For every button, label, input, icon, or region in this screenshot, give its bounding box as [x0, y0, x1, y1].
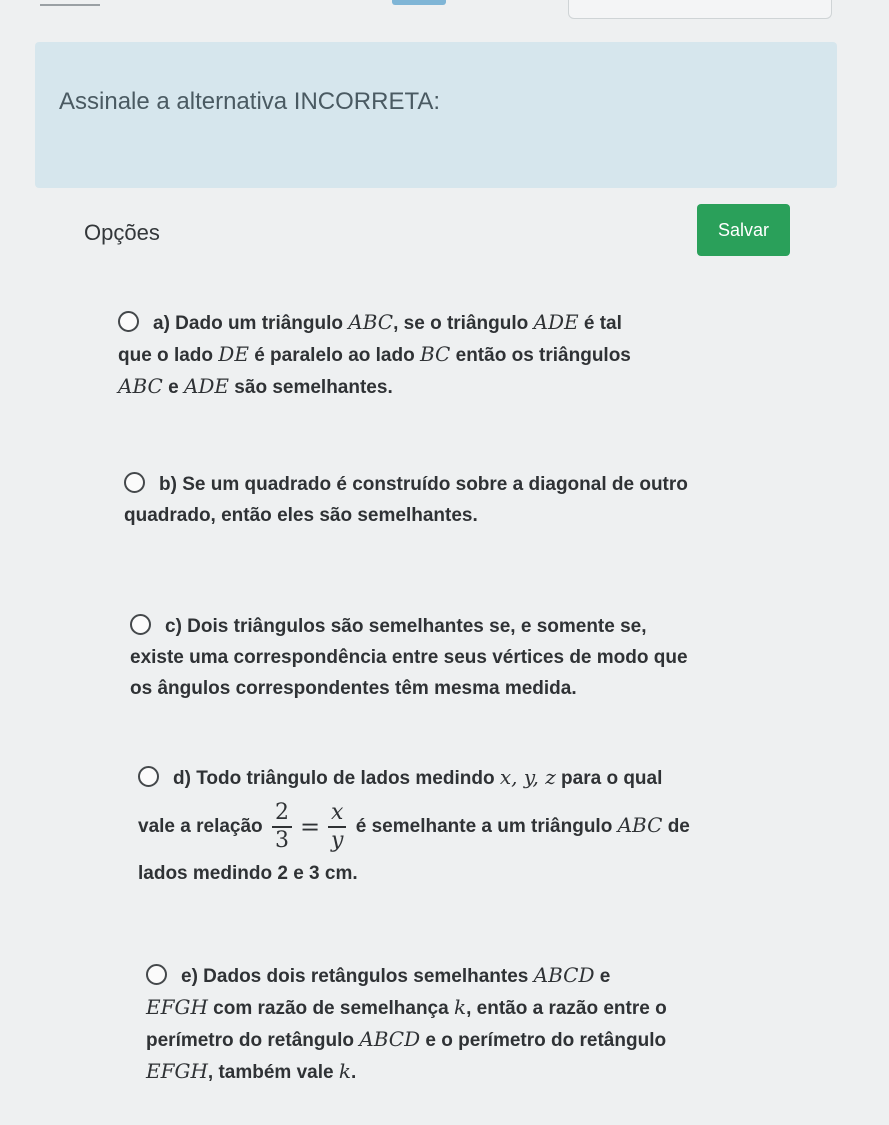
top-tab-fragment[interactable]	[392, 0, 446, 5]
option-a-radio[interactable]	[118, 311, 139, 332]
top-nav-fragment	[40, 0, 100, 6]
top-strip	[0, 0, 889, 22]
question-prompt-box	[35, 42, 837, 188]
option-a-line-1: a) Dado um triângulo ABC, se o triângulo ADE é tal	[118, 307, 631, 339]
option-b-line-2: quadrado, então eles são semelhantes.	[124, 505, 478, 526]
option-e[interactable]	[146, 960, 667, 1088]
option-e-line-3: perímetro do retângulo ABCD e o perímetro do retângulo	[146, 1027, 667, 1051]
option-d-line-2: vale a relação $\frac{2}{3}$ = $\frac{x}{y}$ é semelhante a um triângulo ABC de	[138, 800, 690, 853]
option-c-line-2: existe uma correspondência entre seus vértices de modo que	[130, 647, 688, 668]
fraction-x-y: $\frac{x}{y}$	[328, 800, 346, 854]
option-b-line-1: b) Se um quadrado é construído sobre a diagonal de outro	[124, 469, 688, 500]
top-input-fragment[interactable]	[568, 0, 832, 19]
option-b-radio[interactable]	[124, 472, 145, 493]
option-b[interactable]	[124, 469, 688, 531]
option-e-line-1: e) Dados dois retângulos semelhantes ABCD e	[146, 960, 667, 992]
option-d-line-1: d) Todo triângulo de lados medindo x, y, z para o qual	[138, 762, 690, 794]
option-d-line-3: lados medindo 2 e 3 cm.	[138, 863, 358, 884]
option-c-radio[interactable]	[130, 614, 151, 635]
option-e-line-4: EFGH, também vale k.	[146, 1059, 357, 1083]
option-d[interactable]	[138, 762, 690, 889]
option-e-line-2: EFGH com razão de semelhança k, então a razão entre o	[146, 995, 667, 1019]
option-c-line-1: c) Dois triângulos são semelhantes se, e somente se,	[130, 611, 688, 642]
question-prompt: Assinale a alternativa INCORRETA:	[59, 88, 441, 115]
option-c-line-3: os ângulos correspondentes têm mesma medida.	[130, 678, 577, 699]
options-title: Opções	[84, 220, 160, 245]
option-a-line-3: ABC e ADE são semelhantes.	[118, 374, 393, 398]
option-a-line-2: que o lado DE é paralelo ao lado BC então os triângulos	[118, 342, 631, 366]
option-d-radio[interactable]	[138, 766, 159, 787]
save-button[interactable]: Salvar	[697, 204, 790, 256]
fraction-2-3: $\frac{2}{3}$	[272, 800, 292, 854]
option-e-radio[interactable]	[146, 964, 167, 985]
option-c[interactable]	[130, 611, 688, 704]
option-a[interactable]	[118, 307, 631, 403]
